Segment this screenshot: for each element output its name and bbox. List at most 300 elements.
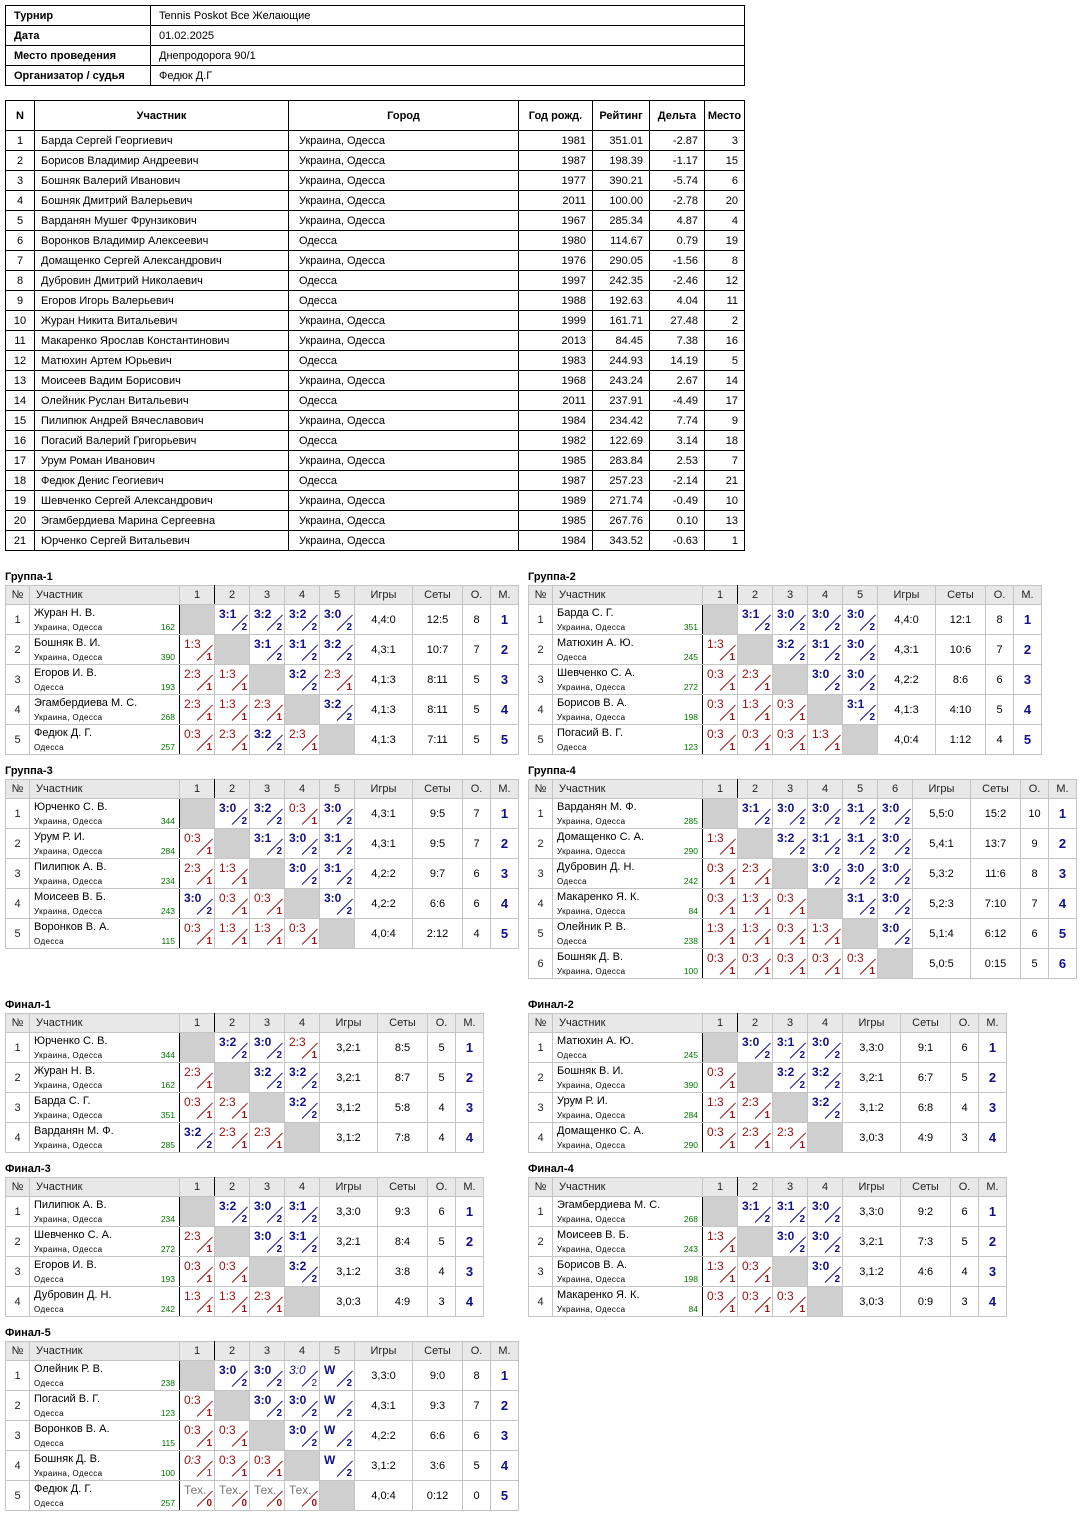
match-score: 3:1 xyxy=(289,637,307,651)
group-row xyxy=(6,635,519,665)
group-col-opponent: 1 xyxy=(180,1178,215,1197)
match-score-cell xyxy=(738,605,773,635)
match-points: 2 xyxy=(346,846,352,857)
player-name: Макаренко Я. К. xyxy=(557,1289,640,1301)
player-city: Украина, Одесса xyxy=(557,623,626,632)
player-city: Украина, Одесса xyxy=(34,1469,103,1478)
match-points: 1 xyxy=(241,742,247,753)
match-score-cell xyxy=(285,1257,320,1287)
group-games: 3,2:1 xyxy=(843,1227,901,1257)
match-score: 3:1 xyxy=(219,607,237,621)
info-row xyxy=(6,66,745,86)
match-points: 1 xyxy=(206,1110,212,1121)
participant-number: 5 xyxy=(6,211,35,231)
group-col-opponent: 3 xyxy=(250,1178,285,1197)
group-sets: 11:6 xyxy=(971,859,1021,889)
participant-number: 19 xyxy=(6,491,35,511)
group-place: 1 xyxy=(1049,799,1077,829)
match-score-cell xyxy=(215,1481,250,1511)
group-points: 8 xyxy=(1021,859,1049,889)
participant-place: 4 xyxy=(705,211,745,231)
match-points: 2 xyxy=(869,652,875,663)
group-col-opponent: 1 xyxy=(180,1014,215,1033)
group-games: 5,2:3 xyxy=(913,889,971,919)
participant-delta: 2.53 xyxy=(650,451,705,471)
match-score-cell xyxy=(250,695,285,725)
player-city: Украина, Одесса xyxy=(34,847,103,856)
group-player-cell xyxy=(30,1391,180,1421)
group-header-row xyxy=(6,780,519,799)
match-score: 1:3 xyxy=(812,727,829,741)
group-sets: 0:12 xyxy=(413,1481,463,1511)
match-score: W xyxy=(324,1453,336,1467)
self-cell xyxy=(250,859,285,889)
player-rating: 242 xyxy=(683,876,698,886)
match-score-cell xyxy=(843,859,878,889)
match-points: 2 xyxy=(311,682,317,693)
match-score: 3:0 xyxy=(289,861,307,875)
match-points: 1 xyxy=(729,876,735,887)
match-score: Тех. xyxy=(219,1483,242,1497)
match-score: 3:0 xyxy=(847,637,865,651)
participant-delta: -4.49 xyxy=(650,391,705,411)
player-name: Варданян М. Ф. xyxy=(34,1125,114,1137)
match-score: 3:0 xyxy=(219,801,237,815)
match-points: 1 xyxy=(729,1274,735,1285)
match-points: 2 xyxy=(241,1378,247,1389)
match-score: 2:3 xyxy=(254,697,271,711)
match-score-cell xyxy=(320,1451,355,1481)
match-points: 1 xyxy=(764,936,770,947)
player-name: Дубровин Д. Н. xyxy=(34,1289,112,1301)
group-games: 3,2:1 xyxy=(320,1227,378,1257)
group-col-opponent: 1 xyxy=(703,586,738,605)
group-points: 5 xyxy=(428,1063,456,1093)
group-col-opponent: 3 xyxy=(773,586,808,605)
group-player-cell xyxy=(553,1063,703,1093)
match-score: 3:2 xyxy=(777,637,795,651)
participant-place: 21 xyxy=(705,471,745,491)
group-place: 3 xyxy=(979,1093,1007,1123)
participant-rating: 390.21 xyxy=(593,171,650,191)
group-points: 5 xyxy=(463,665,491,695)
group-title: Финал-3 xyxy=(5,1163,51,1175)
group-sets: 8:11 xyxy=(413,665,463,695)
player-name: Егоров И. В. xyxy=(34,667,97,679)
match-points: 1 xyxy=(241,1274,247,1285)
participant-name: Федюк Денис Геогиевич xyxy=(35,471,289,491)
participant-row xyxy=(6,431,745,451)
group-col-games: Игры xyxy=(355,780,413,799)
match-points: 1 xyxy=(276,1140,282,1151)
player-city: Украина, Одесса xyxy=(34,1051,103,1060)
group-col-opponent: 4 xyxy=(808,1178,843,1197)
match-score: 3:0 xyxy=(324,801,342,815)
match-score-cell xyxy=(773,605,808,635)
participant-place: 12 xyxy=(705,271,745,291)
match-points: 1 xyxy=(729,1304,735,1315)
match-score-cell xyxy=(250,1287,285,1317)
group-place: 4 xyxy=(456,1287,484,1317)
info-label: Место проведения xyxy=(6,46,151,66)
match-score-cell xyxy=(180,1093,215,1123)
participant-year: 1987 xyxy=(519,471,593,491)
participant-year: 1977 xyxy=(519,171,593,191)
group-sets: 4:9 xyxy=(901,1123,951,1153)
match-points: 1 xyxy=(206,1304,212,1315)
participant-city: Украина, Одесса xyxy=(289,371,519,391)
group-col-n: № xyxy=(6,586,30,605)
participant-delta: -0.49 xyxy=(650,491,705,511)
match-score-cell xyxy=(738,695,773,725)
self-cell xyxy=(738,1063,773,1093)
group-row xyxy=(529,725,1042,755)
group-sets: 9:0 xyxy=(413,1361,463,1391)
player-rating: 290 xyxy=(683,846,698,856)
player-city: Украина, Одесса xyxy=(34,817,103,826)
match-points: 2 xyxy=(834,1244,840,1255)
participant-year: 1968 xyxy=(519,371,593,391)
group-player-cell xyxy=(30,1421,180,1451)
group-row xyxy=(6,1287,484,1317)
match-score-cell xyxy=(180,695,215,725)
match-points: 2 xyxy=(311,1438,317,1449)
group-col-points: О. xyxy=(463,586,491,605)
match-points: 1 xyxy=(241,1304,247,1315)
group-row xyxy=(529,635,1042,665)
group-sets: 2:12 xyxy=(413,919,463,949)
group-col-points: О. xyxy=(951,1014,979,1033)
player-name: Юрченко С. В. xyxy=(34,801,108,813)
group-sets: 6:8 xyxy=(901,1093,951,1123)
group-col-n: № xyxy=(6,1014,30,1033)
match-score-cell xyxy=(180,725,215,755)
match-score: 3:1 xyxy=(812,637,830,651)
match-score: 3:2 xyxy=(289,1259,307,1273)
group-col-name: Участник xyxy=(30,1178,180,1197)
group-games: 3,1:2 xyxy=(320,1257,378,1287)
match-score-cell xyxy=(703,1227,738,1257)
match-points: 2 xyxy=(869,622,875,633)
match-score: 0:3 xyxy=(184,831,201,845)
group-row-number: 2 xyxy=(529,635,553,665)
match-points: 2 xyxy=(346,816,352,827)
match-points: 1 xyxy=(241,1140,247,1151)
match-score: 0:3 xyxy=(184,1423,201,1437)
info-value: Tennis Poskot Все Желающие xyxy=(151,6,745,26)
match-score-cell xyxy=(180,1481,215,1511)
group-col-sets: Сеты xyxy=(378,1014,428,1033)
group-col-opponent: 4 xyxy=(285,1342,320,1361)
group-col-n: № xyxy=(6,780,30,799)
match-score: Тех. xyxy=(184,1483,207,1497)
group-place: 2 xyxy=(979,1063,1007,1093)
match-points: 2 xyxy=(834,622,840,633)
match-score-cell xyxy=(320,605,355,635)
participant-city: Украина, Одесса xyxy=(289,131,519,151)
group-col-sets: Сеты xyxy=(413,780,463,799)
participant-year: 1985 xyxy=(519,451,593,471)
match-score-cell xyxy=(215,695,250,725)
participant-year: 1987 xyxy=(519,151,593,171)
group-row-number: 2 xyxy=(529,1227,553,1257)
participant-delta: -1.17 xyxy=(650,151,705,171)
group-place: 5 xyxy=(491,725,519,755)
player-rating: 245 xyxy=(683,1050,698,1060)
match-score-cell xyxy=(320,829,355,859)
participant-year: 2011 xyxy=(519,391,593,411)
group-sets: 10:7 xyxy=(413,635,463,665)
group-col-opponent: 4 xyxy=(285,1178,320,1197)
match-points: 2 xyxy=(869,906,875,917)
player-rating: 123 xyxy=(683,742,698,752)
match-score: 3:2 xyxy=(289,1065,307,1079)
group-player-cell xyxy=(30,1451,180,1481)
match-score: 2:3 xyxy=(219,727,236,741)
group-title: Группа-2 xyxy=(528,571,576,583)
group-col-place: М. xyxy=(456,1014,484,1033)
player-name: Матюхин А. Ю. xyxy=(557,1035,634,1047)
group-player-cell xyxy=(30,889,180,919)
group-place: 1 xyxy=(456,1197,484,1227)
participant-rating: 283.84 xyxy=(593,451,650,471)
match-score-cell xyxy=(738,1287,773,1317)
match-score-cell xyxy=(215,1197,250,1227)
group-place: 3 xyxy=(491,859,519,889)
group-col-opponent: 1 xyxy=(180,780,215,799)
group-points: 6 xyxy=(951,1033,979,1063)
player-city: Украина, Одесса xyxy=(557,1141,626,1150)
match-score-cell xyxy=(738,1033,773,1063)
player-city: Украина, Одесса xyxy=(557,907,626,916)
player-rating: 390 xyxy=(683,1080,698,1090)
player-city: Украина, Одесса xyxy=(557,967,626,976)
match-score-cell xyxy=(180,889,215,919)
self-cell xyxy=(180,1361,215,1391)
participant-rating: 198.39 xyxy=(593,151,650,171)
match-score: 3:2 xyxy=(289,607,307,621)
match-points: 2 xyxy=(311,1408,317,1419)
group-block xyxy=(528,764,1077,979)
group-table xyxy=(5,1341,519,1511)
match-score-cell xyxy=(215,1451,250,1481)
match-points: 1 xyxy=(799,712,805,723)
group-table xyxy=(5,779,519,949)
self-cell xyxy=(215,829,250,859)
group-sets: 12:1 xyxy=(936,605,986,635)
participant-year: 1999 xyxy=(519,311,593,331)
match-points: 2 xyxy=(311,1110,317,1121)
player-name: Погасий В. Г. xyxy=(557,727,623,739)
match-points: 1 xyxy=(241,936,247,947)
group-place: 3 xyxy=(456,1093,484,1123)
match-score-cell xyxy=(250,1391,285,1421)
participant-place: 1 xyxy=(705,531,745,551)
group-row-number: 3 xyxy=(6,1421,30,1451)
participant-number: 14 xyxy=(6,391,35,411)
match-points: 1 xyxy=(241,906,247,917)
player-rating: 84 xyxy=(688,1304,698,1314)
match-points: 2 xyxy=(276,742,282,753)
group-col-opponent: 5 xyxy=(320,780,355,799)
match-score-cell xyxy=(320,1391,355,1421)
match-score: 3:2 xyxy=(289,667,307,681)
group-col-opponent: 4 xyxy=(808,1014,843,1033)
match-score-cell xyxy=(250,1197,285,1227)
match-score: 3:0 xyxy=(777,1229,795,1243)
group-col-sets: Сеты xyxy=(901,1014,951,1033)
match-score: 3:0 xyxy=(812,667,830,681)
match-points: 2 xyxy=(834,846,840,857)
group-row-number: 2 xyxy=(529,829,553,859)
match-points: 1 xyxy=(729,846,735,857)
group-points: 6 xyxy=(951,1197,979,1227)
match-points: 0 xyxy=(276,1498,282,1509)
player-city: Украина, Одесса xyxy=(557,713,626,722)
group-col-points: О. xyxy=(1021,780,1049,799)
match-score: 2:3 xyxy=(184,667,201,681)
match-score: 3:1 xyxy=(847,801,865,815)
group-row-number: 5 xyxy=(6,919,30,949)
group-player-cell xyxy=(553,829,703,859)
match-score-cell xyxy=(250,1227,285,1257)
group-row-number: 4 xyxy=(6,1123,30,1153)
group-player-cell xyxy=(553,725,703,755)
participant-city: Одесса xyxy=(289,431,519,451)
player-rating: 290 xyxy=(683,1140,698,1150)
participant-delta: 7.74 xyxy=(650,411,705,431)
participant-city: Одесса xyxy=(289,231,519,251)
participant-year: 1997 xyxy=(519,271,593,291)
group-col-place: М. xyxy=(456,1178,484,1197)
group-col-opponent: 4 xyxy=(285,586,320,605)
player-name: Олейник Р. В. xyxy=(557,921,626,933)
group-player-cell xyxy=(30,1227,180,1257)
participants-table xyxy=(5,100,745,551)
group-col-place: М. xyxy=(979,1014,1007,1033)
match-score-cell xyxy=(738,859,773,889)
match-points: 1 xyxy=(764,682,770,693)
match-score-cell xyxy=(843,829,878,859)
participant-city: Украина, Одесса xyxy=(289,411,519,431)
group-sets: 8:5 xyxy=(378,1033,428,1063)
group-row-number: 4 xyxy=(529,889,553,919)
group-games: 4,1:3 xyxy=(355,725,413,755)
player-city: Украина, Одесса xyxy=(34,877,103,886)
match-score-cell xyxy=(285,635,320,665)
match-points: 1 xyxy=(834,966,840,977)
match-score-cell xyxy=(215,889,250,919)
match-points: 1 xyxy=(241,1438,247,1449)
group-row-number: 3 xyxy=(529,859,553,889)
group-block xyxy=(5,1162,484,1317)
group-col-sets: Сеты xyxy=(413,1342,463,1361)
match-points: 1 xyxy=(206,1274,212,1285)
match-points: 2 xyxy=(834,682,840,693)
match-score-cell xyxy=(773,889,808,919)
self-cell xyxy=(320,1481,355,1511)
group-row xyxy=(529,665,1042,695)
self-cell xyxy=(703,1197,738,1227)
match-score-cell xyxy=(180,1421,215,1451)
participant-row xyxy=(6,471,745,491)
self-cell xyxy=(180,1033,215,1063)
player-name: Эгамбердиева М. С. xyxy=(557,1199,661,1211)
player-name: Бошняк В. И. xyxy=(557,1065,624,1077)
match-score: 3:1 xyxy=(742,801,760,815)
group-row-number: 6 xyxy=(529,949,553,979)
match-score-cell xyxy=(285,605,320,635)
match-score-cell xyxy=(738,1257,773,1287)
player-rating: 238 xyxy=(160,1378,175,1388)
self-cell xyxy=(250,1421,285,1451)
group-col-opponent: 5 xyxy=(320,586,355,605)
participant-row xyxy=(6,171,745,191)
self-cell xyxy=(180,605,215,635)
participant-number: 3 xyxy=(6,171,35,191)
group-sets: 4:10 xyxy=(936,695,986,725)
match-points: 2 xyxy=(764,816,770,827)
participant-row xyxy=(6,371,745,391)
info-row xyxy=(6,6,745,26)
participant-city: Украина, Одесса xyxy=(289,191,519,211)
group-header-row xyxy=(529,586,1042,605)
match-points: 2 xyxy=(311,652,317,663)
participant-rating: 244.93 xyxy=(593,351,650,371)
match-points: 2 xyxy=(241,1214,247,1225)
match-points: 1 xyxy=(764,876,770,887)
match-score: 1:3 xyxy=(219,1289,236,1303)
player-name: Журан Н. В. xyxy=(34,607,96,619)
match-points: 2 xyxy=(311,622,317,633)
group-games: 4,2:2 xyxy=(878,665,936,695)
match-points: 1 xyxy=(206,876,212,887)
group-sets: 6:7 xyxy=(901,1063,951,1093)
group-points: 3 xyxy=(428,1287,456,1317)
match-points: 2 xyxy=(799,1050,805,1061)
match-score-cell xyxy=(285,1361,320,1391)
participant-city: Одесса xyxy=(289,471,519,491)
group-points: 4 xyxy=(428,1123,456,1153)
self-cell xyxy=(180,799,215,829)
player-city: Украина, Одесса xyxy=(34,907,103,916)
group-row xyxy=(6,1197,484,1227)
group-row-number: 5 xyxy=(529,919,553,949)
match-score: 3:0 xyxy=(812,1229,830,1243)
match-score: W xyxy=(324,1363,336,1377)
self-cell xyxy=(285,1287,320,1317)
match-score: 3:2 xyxy=(324,697,342,711)
match-points: 2 xyxy=(799,816,805,827)
group-games: 3,3:0 xyxy=(843,1197,901,1227)
participant-name: Борисов Владимир Андреевич xyxy=(35,151,289,171)
match-points: 1 xyxy=(729,742,735,753)
self-cell xyxy=(250,1257,285,1287)
match-score: 3:0 xyxy=(777,801,795,815)
match-score-cell xyxy=(285,1093,320,1123)
match-score: 2:3 xyxy=(742,1095,759,1109)
participant-delta: -1.56 xyxy=(650,251,705,271)
col-city-header: Город xyxy=(289,101,519,131)
group-row xyxy=(529,1197,1007,1227)
player-rating: 234 xyxy=(160,1214,175,1224)
match-score-cell xyxy=(180,1227,215,1257)
match-score-cell xyxy=(215,1361,250,1391)
group-place: 1 xyxy=(979,1033,1007,1063)
match-points: 2 xyxy=(869,816,875,827)
participant-number: 13 xyxy=(6,371,35,391)
player-city: Одесса xyxy=(557,937,588,946)
